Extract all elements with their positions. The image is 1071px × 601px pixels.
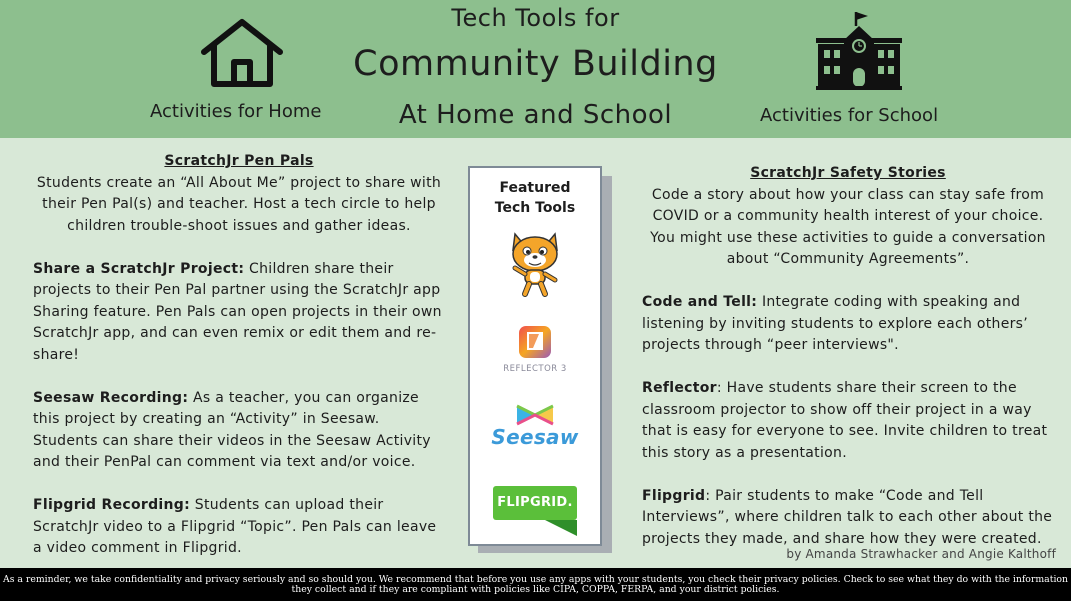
share-title: Share a ScratchJr Project: <box>33 260 245 277</box>
featured-title-line-2: Tech Tools <box>494 200 576 216</box>
flipgrid-pair-title: Flipgrid <box>642 487 706 504</box>
flipgrid-section <box>33 495 445 560</box>
school-activities-label: Activities for School <box>760 105 939 126</box>
pen-pals-section <box>33 151 445 237</box>
seesaw-title: Seesaw Recording: <box>33 389 189 406</box>
featured-tools-title <box>470 178 600 218</box>
flipgrid-fold-icon <box>545 516 577 536</box>
flipgrid-title: Flipgrid Recording: <box>33 497 191 513</box>
scratchjr-cat-icon <box>505 226 565 298</box>
page-title: Community Building <box>353 44 718 84</box>
seesaw-text: As a teacher, you can organize this project by creating an “Activity” in Seesaw. Students can share their videos in the Seesaw Activity and their PenPal can comment via text and/or voice. <box>33 389 431 470</box>
flipgrid-tool <box>470 486 600 536</box>
share-section <box>33 259 445 367</box>
reflector-tool <box>470 324 600 374</box>
seesaw-tool <box>470 404 600 448</box>
safety-title: ScratchJr Safety Stories <box>750 165 946 181</box>
header-band <box>0 0 1071 138</box>
featured-tools-panel <box>468 166 602 546</box>
reflector-text: : Have students share their screen to the classroom projector to show off their project in a way that is easy for everyone to see. Invite children to treat this story as a presentation. <box>642 380 1048 461</box>
pen-pals-title: ScratchJr Pen Pals <box>164 153 314 169</box>
flipgrid-pair-section <box>642 486 1054 551</box>
home-activities-label: Activities for Home <box>150 101 322 122</box>
code-tell-text: Integrate coding with speaking and listening by inviting students to explore each others’ projects through “peer interviews". <box>642 294 1029 353</box>
pen-pals-text: Students create an “All About Me” project to share with their Pen Pal(s) and teacher. Host a tech circle to help children trouble-shoot issues and gather ideas. <box>36 174 442 234</box>
share-text: Children share their projects to their Pen Pal partner using the ScratchJr app Sharing feature. Pen Pals can open projects in their own ScratchJr app, and can even remix or edit them and re-share! <box>33 260 442 363</box>
flipgrid-text: Students can upload their ScratchJr video to a Flipgrid “Topic”. Pen Pals can leave a video comment in Flipgrid. <box>33 497 437 556</box>
title-line-1: Tech Tools for <box>451 4 620 32</box>
privacy-footer: As a reminder, we take confidentiality and privacy seriously and so should you. We recommend that before you use any apps with your students, you check their privacy policies. Check to see what they do with the information they collect and if they are compliant with policies like CIPA, COPPA, FERPA, and your district policies. <box>0 568 1071 601</box>
flipgrid-logo-text: FLIPGRID. <box>493 486 577 520</box>
author-credit: by Amanda Strawhacker and Angie Kalthoff <box>786 547 1056 561</box>
code-tell-section <box>642 292 1054 357</box>
flipgrid-pair-text: : Pair students to make “Code and Tell Interviews”, where children talk to each other about the projects they made, and share how they were created. <box>642 487 1053 547</box>
home-activities-column <box>33 151 445 581</box>
safety-text: Code a story about how your class can stay safe from COVID or a community health interest of your choice. You might use these activities to guide a conversation about “Community Agreements”. <box>650 186 1046 267</box>
seesaw-logo <box>513 404 557 426</box>
scratchjr-tool <box>470 226 600 298</box>
reflector-logo-text: REFLECTOR 3 <box>503 364 567 374</box>
school-activities-column <box>642 163 1054 572</box>
featured-title-line-1: Featured <box>499 180 571 196</box>
flipgrid-logo <box>493 486 577 536</box>
seesaw-logo-text: Seesaw <box>491 425 579 449</box>
seesaw-section <box>33 388 445 474</box>
title-line-3: At Home and School <box>398 100 673 130</box>
safety-section <box>642 163 1054 271</box>
reflector-section <box>642 378 1054 464</box>
reflector-logo <box>517 324 553 360</box>
code-tell-title: Code and Tell: <box>642 294 758 310</box>
reflector-title: Reflector <box>642 380 717 396</box>
school-icon <box>816 10 902 90</box>
